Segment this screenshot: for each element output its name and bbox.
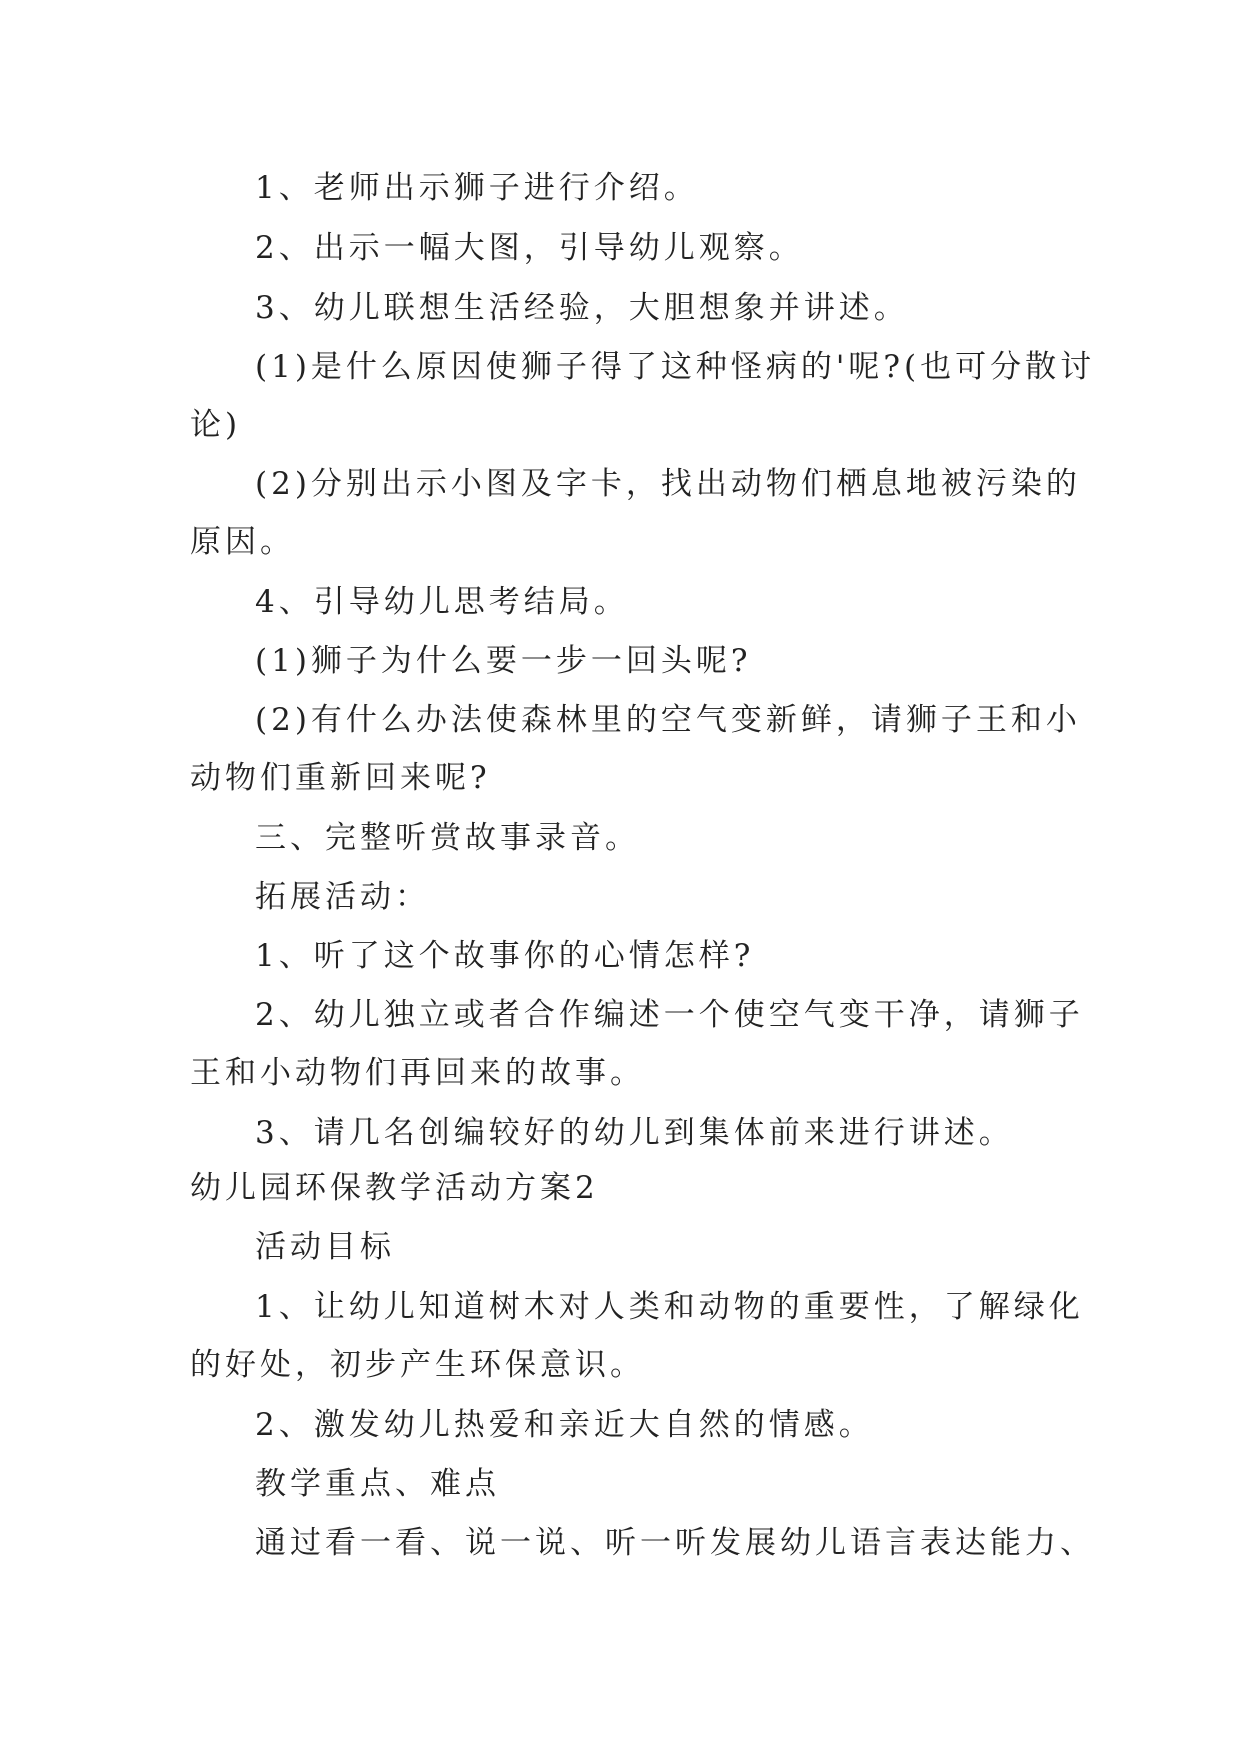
paragraph-line: (1)狮子为什么要一步一回头呢? — [255, 643, 752, 679]
section-heading: 幼儿园环保教学活动方案2 — [190, 1170, 599, 1206]
paragraph-line: 原因。 — [190, 524, 295, 560]
paragraph-line: 活动目标 — [255, 1229, 395, 1265]
paragraph-line: 1、老师出示狮子进行介绍。 — [255, 170, 699, 206]
paragraph-line: 3、幼儿联想生活经验，大胆想象并讲述。 — [255, 290, 909, 326]
paragraph-line: 1、让幼儿知道树木对人类和动物的重要性，了解绿化 — [255, 1289, 1084, 1325]
paragraph-line: 3、请几名创编较好的幼儿到集体前来进行讲述。 — [255, 1115, 1014, 1151]
paragraph-line: (2)有什么办法使森林里的空气变新鲜，请狮子王和小 — [255, 702, 1081, 738]
paragraph-line: 2、激发幼儿热爱和亲近大自然的情感。 — [255, 1407, 874, 1443]
paragraph-line: 4、引导幼儿思考结局。 — [255, 584, 629, 620]
paragraph-line: 论) — [190, 407, 242, 443]
paragraph-line: 三、完整听赏故事录音。 — [255, 820, 640, 856]
paragraph-line: 动物们重新回来呢? — [190, 760, 491, 796]
paragraph-line: 通过看一看、说一说、听一听发展幼儿语言表达能力、 — [255, 1525, 1095, 1561]
paragraph-line: (2)分别出示小图及字卡，找出动物们栖息地被污染的 — [255, 466, 1081, 502]
paragraph-line: 教学重点、难点 — [255, 1466, 500, 1502]
paragraph-line: (1)是什么原因使狮子得了这种怪病的'呢?(也可分散讨 — [255, 349, 1096, 385]
paragraph-line: 2、出示一幅大图，引导幼儿观察。 — [255, 230, 804, 266]
paragraph-line: 2、幼儿独立或者合作编述一个使空气变干净，请狮子 — [255, 997, 1084, 1033]
paragraph-line: 1、听了这个故事你的心情怎样? — [255, 938, 755, 974]
paragraph-line: 王和小动物们再回来的故事。 — [190, 1055, 645, 1091]
paragraph-line: 拓展活动： — [255, 879, 430, 915]
paragraph-line: 的好处，初步产生环保意识。 — [190, 1347, 645, 1383]
